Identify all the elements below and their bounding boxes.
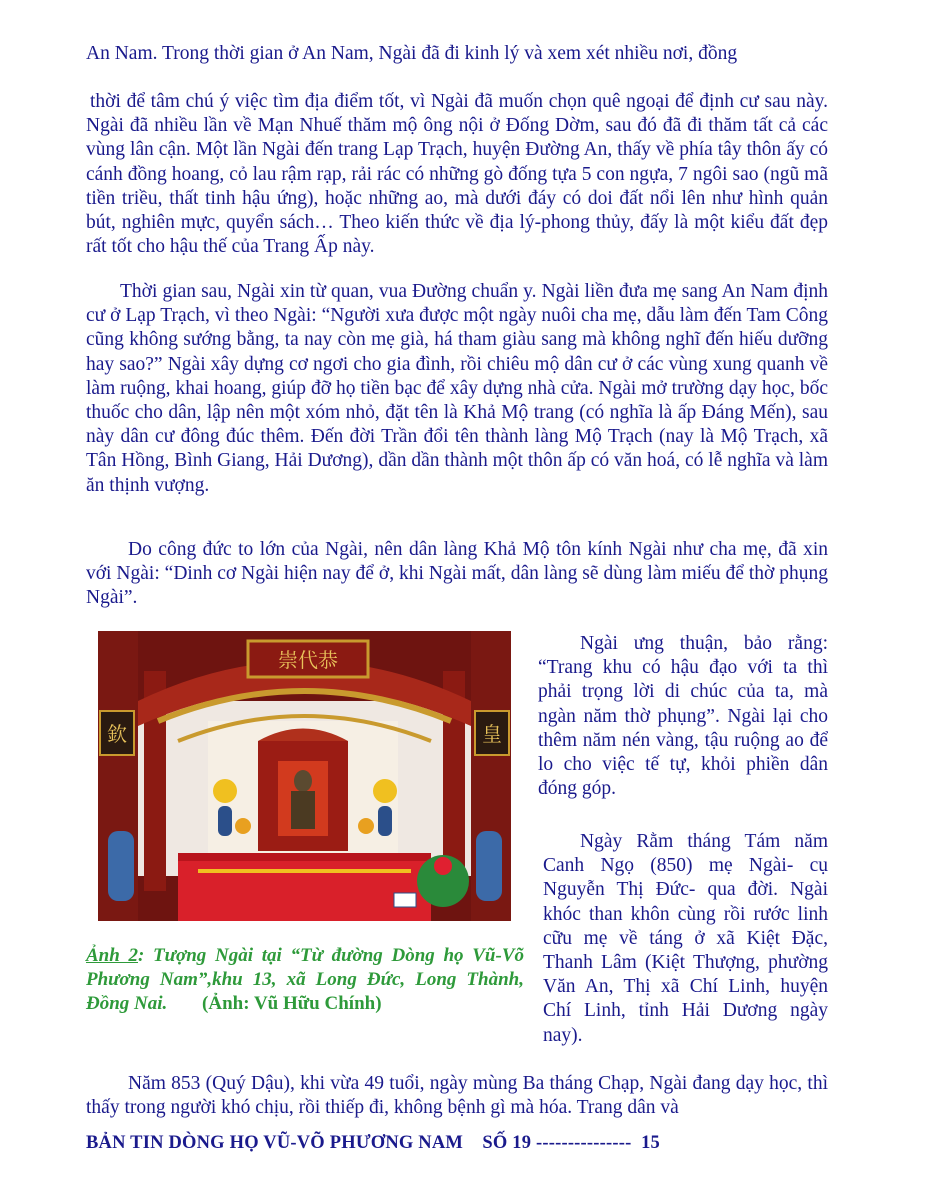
paragraph-2-text: Thời gian sau, Ngài xin từ quan, vua Đường chuẩn y. Ngài liền đưa mẹ sang An Nam định cư ở Lạp Trạch, vì theo Ngài: “Người xưa được một ngày nuôi cha mẹ, dẫu làm đến Tam Công cũng không sướng bằng, ta nay còn mẹ già, há tham giàu sang mà không nghĩ đến hiếu dưỡng hay sao?” Ngài xây dựng cơ ngơi cho gia đình, rồi chiêu mộ dân cư ở các vùng xung quanh về làm ruộng, khai hoang, giúp đỡ họ tiền bạc để xây dựng nhà cửa. Ngài mở trường dạy học, bốc thuốc cho dân, lập nên một xóm nhỏ, đặt tên là Khả Mộ trang (có nghĩa là ấp Đáng Mến), sau này dân cư đông đúc thêm. Đến đời Trần đổi tên thành làng Mộ Trạch (nay là Mộ Trạch, xã Tân Hồng, Bình Giang, Hải Dương), dần dần thành một thôn ấp có văn hoá, có lễ nghĩa và làm ăn thịnh vượng. [86, 281, 828, 496]
paragraph-3-text: Do công đức to lớn của Ngài, nên dân làng Khả Mộ tôn kính Ngài như cha mẹ, đã xin với Ngài: “Dinh cơ Ngài hiện nay để ở, khi Ngài mất, dân làng sẽ dùng làm miếu để thờ phụng Ngài”. [86, 539, 828, 609]
paragraph-1-text: thời để tâm chú ý việc tìm địa điểm tốt, vì Ngài đã muốn chọn quê ngoại để định cư sau này. Ngài đã nhiều lần về Mạn Nhuế thăm mộ ông nội ở Đống Dờm, sau đó đã đi thăm tất cả các vùng lân cận. Một lần Ngài đến trang Lạp Trạch, huyện Đường An, thấy về phía tây thôn ấy có cánh đồng hoang, cỏ lau rậm rạp, rải rác có những gò đống tựa 5 con ngựa, 7 ngôi sao (ngũ mã tiền triều, thất tinh hậu ứng), hoặc những ao, mà dưới đáy có doi đất nổi lên như hình quản bút, nghiên mực, quyển sách… Theo kiến thức về địa lý-phong thủy, đấy là một kiểu đất đẹp rất tốt cho hậu thế của Trang Ấp này. [86, 91, 828, 258]
paragraph-6 [86, 1072, 828, 1120]
page-footer: BẢN TIN DÒNG HỌ VŨ-VÕ PHƯƠNG NAM SỐ 19 --------------- 15 [86, 1133, 660, 1153]
plaque-text: 崇代恭 [278, 648, 338, 672]
paragraph-2 [86, 280, 828, 498]
paragraph-1 [86, 90, 828, 259]
right-board-text: 皇 [482, 722, 502, 746]
left-board-text: 欽 [107, 722, 127, 746]
top-line-text: An Nam. Trong thời gian ở An Nam, Ngài đã đi kinh lý và xem xét nhiều nơi, đồng [86, 43, 738, 64]
paragraph-5-text: Ngày Rằm tháng Tám năm Canh Ngọ (850) mẹ Ngài- cụ Nguyễn Thị Đức- qua đời. Ngài khóc than khôn cùng rồi rước linh cữu mẹ về táng ở xã Kiệt Đặc, Thanh Lâm (Kiệt Thượng, phường Văn An, Thị xã Chí Linh, huyện Chí Linh, tỉnh Hải Dương ngày nay). [543, 831, 828, 1046]
caption-credit: (Ảnh: Vũ Hữu Chính) [202, 993, 382, 1014]
caption-label: Ảnh 2 [86, 945, 139, 966]
photo-caption [86, 944, 524, 1016]
temple-altar-photo [98, 631, 511, 921]
paragraph-5 [543, 830, 828, 1048]
caption-text: : Tượng Ngài tại “Từ đường Dòng họ Vũ-Võ Phương Nam”,khu 13, xã Long Đức, Long Thành, Đồng Nai. [86, 945, 524, 1014]
paragraph-6-text: Năm 853 (Quý Dậu), khi vừa 49 tuổi, ngày mùng Ba tháng Chạp, Ngài đang dạy học, thì thấy trong người khó chịu, rồi thiếp đi, không bệnh gì mà hóa. Trang dân và [86, 1073, 828, 1119]
altar-illustration [98, 631, 511, 921]
paragraph-4-text: Ngài ưng thuận, bảo rằng: “Trang khu có hậu đạo với ta thì phải trọng lời di chúc của ta, mà ngàn năm thờ phụng”. Ngài lại cho thêm năm nén vàng, tậu ruộng ao để lo cho việc tế tự, khỏi phiền dân đóng góp. [538, 633, 828, 800]
paragraph-4 [538, 632, 828, 801]
paragraph-3 [86, 538, 828, 611]
